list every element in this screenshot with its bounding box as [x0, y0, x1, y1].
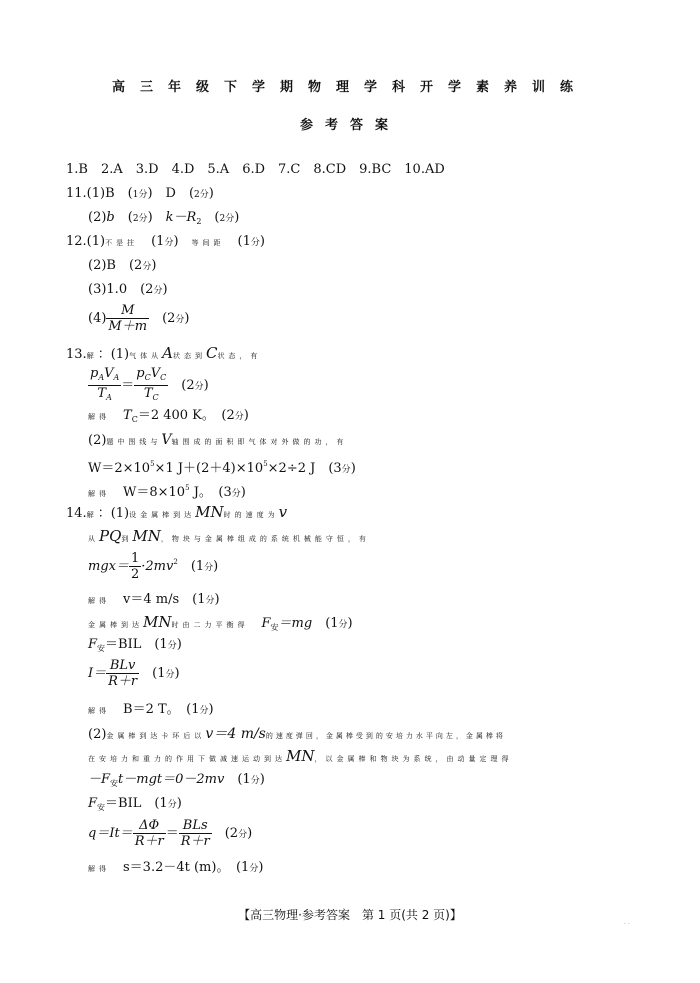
- q13-line-6: 解得 $W=8\times 10^5$ J。 (3分): [88, 484, 246, 500]
- q14-line-12: $F_安=BIL$ (1分): [88, 796, 182, 812]
- fraction-m-over-m-plus-m: $\frac{M}{M+m}$: [108, 303, 148, 334]
- page-footer: 【高三物理·参考答案 第 1 页(共 2 页)】: [238, 908, 462, 922]
- q14-line-5: 金属棒到达MN时由二力平衡得 $F_安=mg$ (1分): [88, 613, 353, 632]
- q14-line-10: 在安培力和重力的作用下做减速运动到达MN，以金属棒和物块为系统，由动量定理得: [88, 747, 513, 765]
- fraction-one-half: $\frac{1}{2}$: [130, 551, 140, 582]
- q11-line-1: 11.(1)B (1分) D (2分): [66, 186, 214, 201]
- page-title: 高三年级下学期物理学科开学素养训练: [111, 80, 588, 95]
- q14-line-11: $-F_安t-mgt=0-2mv$ (1分): [88, 772, 265, 788]
- fraction-bls: $\frac{\text{BLs}}{R+r}$: [180, 818, 210, 849]
- q13-line-2: $\frac{p_AV_A}{T_A}$ ＝ $\frac{p_CV_C}{T_C}$ (2分): [88, 366, 209, 405]
- choice-answers: 1.B 2.A 3.D 4.D 5.A 6.D 7.C 8.CD 9.BC 10.AD: [66, 162, 445, 177]
- q12-line-2: (2)B (2分): [88, 258, 157, 273]
- q14-line-8: 解得 B＝2 T。 (1分): [88, 702, 214, 717]
- q14-line-1: 14.解：(1)设金属棒到达MN时的速度为v: [66, 503, 288, 521]
- q14-line-14: 解得 s＝3.2－4t (m)。 (1分): [88, 860, 264, 875]
- fraction-pa-va-over-ta: $\frac{p_AV_A}{T_A}$: [90, 366, 120, 402]
- q14-line-6: $F_安=BIL$ (1分): [88, 637, 182, 653]
- q12-line-1: 12.(1)不是拄 (1分) 等间距 (1分): [66, 234, 265, 249]
- q13-line-1: 13.解：(1)气体从A状态到C状态，有: [66, 344, 262, 362]
- q11-line-2: (2)b (2分) $k-R_2$ (2分): [88, 210, 240, 226]
- fraction-delta-phi: $\frac{\Delta\Phi}{R+r}$: [134, 818, 164, 849]
- q14-line-13: q＝It＝ $\frac{\Delta\Phi}{R+r}$ ＝ $\frac{\text{BLs}}{R+r}$ (2分): [88, 818, 253, 849]
- q13-line-3: 解得 $T_C=2$ 400 K。 (2分): [88, 408, 249, 424]
- page-subtitle: 参考答案: [299, 118, 400, 133]
- q14-line-7: I＝ $\frac{\text{BLv}}{R+r}$ (1分): [88, 658, 180, 689]
- fraction-pc-vc-over-tc: $\frac{p_CV_C}{T_C}$: [136, 366, 167, 402]
- q14-line-4: 解得 v＝4 m/s (1分): [88, 592, 220, 607]
- q14-line-2: 从PQ到MN，物块与金属棒组成的系统机械能守恒，有: [88, 527, 370, 545]
- q13-line-5: $W=2\times 10^5\times 1$ $J+(2+4)\times 10^5\times 2\div 2$ J (3分): [88, 460, 356, 476]
- q12-line-3: (3)1.0 (2分): [88, 282, 168, 297]
- fraction-blv-over-r-plus-r: $\frac{\text{BLv}}{R+r}$: [108, 658, 138, 689]
- q12-line-4: (4) $\frac{M}{M+m}$ (2分): [88, 303, 190, 334]
- q14-line-9: (2)金属棒到达卡环后以v＝4 m/s的速度弹回，金属棒受到的安培力水平向左，金属棒将: [88, 726, 506, 742]
- q14-line-3: mgx＝ $\frac{1}{2}$ $\cdot 2mv^2$ (1分): [88, 551, 219, 582]
- q13-line-4: (2)题中图线与V轴围成的面积即气体对外做的功，有: [88, 432, 348, 448]
- corner-mark: · ·: [624, 921, 630, 928]
